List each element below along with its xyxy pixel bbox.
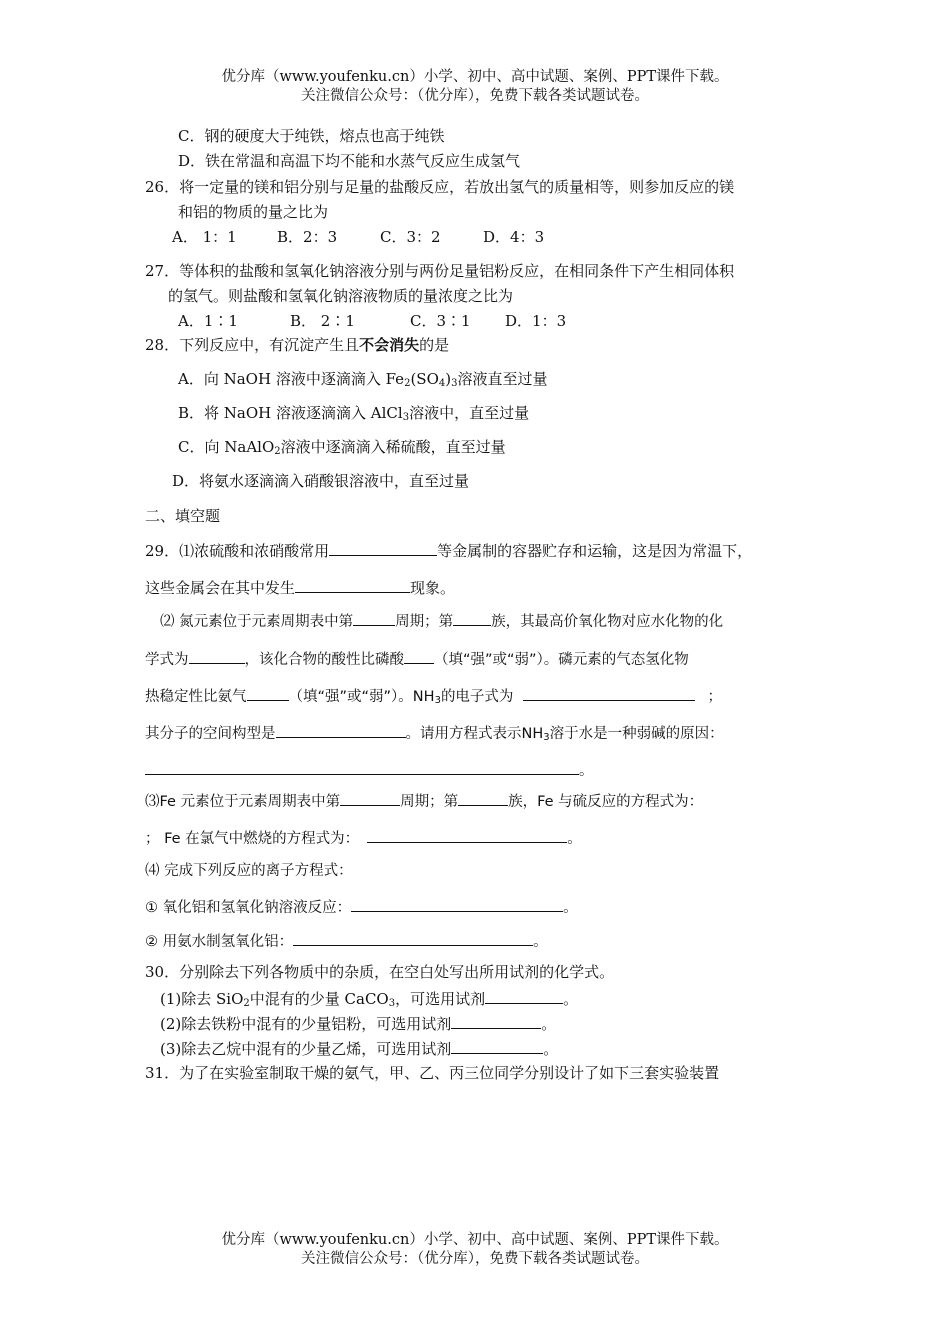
q30-item3: (3)除去乙烷中混有的少量乙烯，可选用试剂 。 <box>160 1040 559 1058</box>
page-header <box>0 68 950 106</box>
q29-part2-line4: 其分子的空间构型是 。请用方程式表示$NH_3$溶于水是一种弱碱的原因： <box>145 722 724 744</box>
q29-blank-fe-cl2-equation[interactable] <box>367 827 567 843</box>
q26-option-c: C．3：2 <box>380 228 441 246</box>
q31-stem: 31．为了在实验室制取干燥的氨气，甲、乙、丙三位同学分别设计了如下三套实验装置 <box>145 1064 720 1082</box>
q29-part3-line2: ； Fe 在氯气中燃烧的方程式为： 。 <box>145 827 582 849</box>
page-footer <box>0 1231 950 1269</box>
q29-part2-line2: 学式为 ，该化合物的酸性比磷酸 （填“强”或“弱”）。磷元素的气态氢化物 <box>145 648 689 670</box>
q29-blank-fe-group[interactable] <box>458 790 508 806</box>
footer-line-2: 关注微信公众号：（优分库），免费下载各类试题试卷。 <box>301 1251 649 1267</box>
q27-options <box>178 311 566 331</box>
q28-option-a: A．向 NaOH 溶液中逐滴滴入 $Fe_2(SO_4)_3$溶液直至过量 <box>178 370 548 389</box>
q29-blank-geometry[interactable] <box>276 722 406 738</box>
header-line-1: 优分库（www.youfenku.cn）小学、初中、高中试题、案例、PPT课件下载。 <box>221 69 729 85</box>
q28-stem-text: 28．下列反应中，有沉淀产生且 <box>145 336 360 354</box>
q29-blank-fe-period[interactable] <box>340 790 400 806</box>
q26-option-a: A． 1：1 <box>172 228 237 246</box>
q29-part1-line2: 这些金属会在其中发生 现象。 <box>145 579 456 597</box>
q28-stem-emphasis: 不会消失 <box>359 336 420 354</box>
q30-item2: (2)除去铁粉中混有的少量铝粉，可选用试剂 。 <box>160 1015 557 1033</box>
q27-option-b: B． 2∶1 <box>290 312 355 330</box>
q26-option-d: D．4：3 <box>483 228 545 246</box>
q27-option-d: D．1：3 <box>505 312 567 330</box>
q29-blank-n-group[interactable] <box>453 610 491 626</box>
header-line-2: 关注微信公众号：（优分库），免费下载各类试题试卷。 <box>301 88 649 104</box>
footer-line-1: 优分库（www.youfenku.cn）小学、初中、高中试题、案例、PPT课件下载。 <box>221 1232 729 1248</box>
q29-part2-line1: ⑵ 氮元素位于元素周期表中第 周期；第 族，其最高价氧化物对应水化物的化 <box>160 610 723 632</box>
q29-blank-aloh3-equation[interactable] <box>293 930 533 946</box>
q29-blank-n-period[interactable] <box>353 610 395 626</box>
q28-stem <box>145 335 449 355</box>
q29-blank-acidity[interactable] <box>404 648 434 664</box>
q27-stem-2: 的氢气。则盐酸和氢氧化钠溶液物质的量浓度之比为 <box>168 287 514 305</box>
q29-blank-al2o3-equation[interactable] <box>351 896 563 912</box>
q29-part3-line1: ⑶Fe 元素位于元素周期表中第 周期；第 族，Fe 与硫反应的方程式为： <box>145 790 703 812</box>
q27-option-c: C．3∶1 <box>410 312 471 330</box>
q29-part2-line3: 热稳定性比氨气 （填“强”或“弱”）。$NH_3$的电子式为 ； <box>145 685 722 707</box>
q29-part4-item2: ② 用氨水制氢氧化铝： 。 <box>145 930 548 952</box>
q25-option-c: C．钢的硬度大于纯铁，熔点也高于纯铁 <box>178 127 445 145</box>
q30-blank-2[interactable] <box>451 1013 541 1029</box>
q29-part1-line1: 29．⑴浓硫酸和浓硝酸常用 等金属制的容器贮存和运输，这是因为常温下， <box>145 542 753 560</box>
q29-blank-metal[interactable] <box>329 540 437 556</box>
q29-blank-phenomenon[interactable] <box>295 577 410 593</box>
q27-option-a: A．1∶1 <box>178 312 238 330</box>
q27-stem-1: 27．等体积的盐酸和氢氧化钠溶液分别与两份足量铝粉反应，在相同条件下产生相同体积 <box>145 262 735 280</box>
q29-part4-item1: ① 氧化铝和氢氧化钠溶液反应： 。 <box>145 896 578 918</box>
q29-part2-line5: 。 <box>145 759 594 781</box>
q26-option-b: B．2：3 <box>277 228 338 246</box>
q29-blank-ionization-equation[interactable] <box>145 759 579 775</box>
q30-item1: (1)除去 SiO$_2$中混有的少量 CaCO$_3$，可选用试剂 。 <box>160 990 579 1009</box>
q26-options <box>172 227 544 247</box>
section-title: 二、填空题 <box>145 507 221 525</box>
q26-stem-2: 和铝的物质的量之比为 <box>178 203 329 221</box>
q30-stem: 30．分别除去下列各物质中的杂质，在空白处写出所用试剂的化学式。 <box>145 963 615 981</box>
q29-blank-formula[interactable] <box>189 648 245 664</box>
q28-option-c: C．向 NaAlO$_2$溶液中逐滴滴入稀硫酸，直至过量 <box>178 438 506 457</box>
q29-blank-electron-formula[interactable] <box>523 685 695 701</box>
q29-part4-title: ⑷ 完成下列反应的离子方程式： <box>145 863 353 879</box>
q28-stem-end: 的是 <box>419 336 450 354</box>
q28-option-d: D．将氨水逐滴滴入硝酸银溶液中，直至过量 <box>172 472 470 490</box>
q26-stem-1: 26．将一定量的镁和铝分别与足量的盐酸反应，若放出氢气的质量相等，则参加反应的镁 <box>145 178 735 196</box>
q28-option-b: B．将 NaOH 溶液逐滴滴入 AlCl$_3$溶液中，直至过量 <box>178 404 530 423</box>
q25-option-d: D．铁在常温和高温下均不能和水蒸气反应生成氢气 <box>178 152 521 170</box>
q29-blank-stability[interactable] <box>247 685 289 701</box>
q30-blank-1[interactable] <box>485 988 563 1004</box>
q30-blank-3[interactable] <box>451 1038 543 1054</box>
